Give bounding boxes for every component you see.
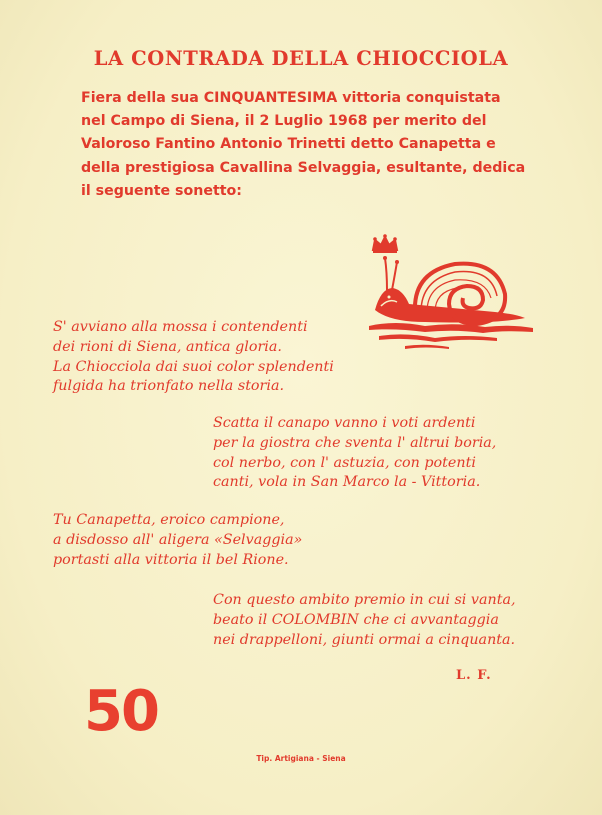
verse-line: beato il COLOMBIN che ci avvantaggia <box>213 611 499 628</box>
page-title: LA CONTRADA DELLA CHIOCCIOLA <box>93 47 509 70</box>
verse-line: canti, vola in San Marco la - Vittoria. <box>213 474 481 491</box>
sonnet-stanza-3 <box>53 511 302 570</box>
printer-credit: Tip. Artigiana - Siena <box>256 754 346 763</box>
crown-icon <box>373 234 397 252</box>
victory-count-number: 50 <box>84 679 158 744</box>
verse-line: portasti alla vittoria il bel Rione. <box>53 551 289 568</box>
dedication-line: Fiera della sua CINQUANTESIMA vittoria conquistata <box>81 90 501 106</box>
verse-line: a disdosso all' aligera «Selvaggia» <box>53 531 303 548</box>
verse-line: nei drappelloni, giunti ormai a cinquanta. <box>213 631 516 648</box>
verse-line: Con questo ambito premio in cui si vanta, <box>213 592 516 608</box>
verse-line: col nerbo, con l' astuzia, con potenti <box>213 454 476 471</box>
author-initials: L. F. <box>456 668 492 683</box>
verse-line: fulgida ha trionfato nella storia. <box>53 378 285 395</box>
dedication-line: della prestigiosa Cavallina Selvaggia, esultante, dedica <box>81 159 526 176</box>
verse-line: Scatta il canapo vanno i voti ardenti <box>213 415 476 431</box>
verse-line: per la giostra che sventa l' altrui boria, <box>213 434 497 451</box>
sonnet-stanza-1 <box>53 318 334 397</box>
dedication-line: il seguente sonetto: <box>81 182 242 199</box>
dedication-line: Valoroso Fantino Antonio Trinetti detto Canapetta e <box>81 136 496 153</box>
dedication-text <box>81 87 551 203</box>
sonnet-stanza-2 <box>213 414 496 493</box>
verse-line: S' avviano alla mossa i contendenti <box>53 319 308 335</box>
dedication-line: nel Campo di Siena, il 2 Luglio 1968 per merito del <box>81 113 487 130</box>
verse-line: La Chiocciola dai suoi color splendenti <box>53 358 334 375</box>
verse-line: dei rioni di Siena, antica gloria. <box>53 338 282 355</box>
crowned-snail-icon <box>365 232 535 350</box>
verse-line: Tu Canapetta, eroico campione, <box>53 512 285 528</box>
sonnet-stanza-4 <box>213 591 516 650</box>
